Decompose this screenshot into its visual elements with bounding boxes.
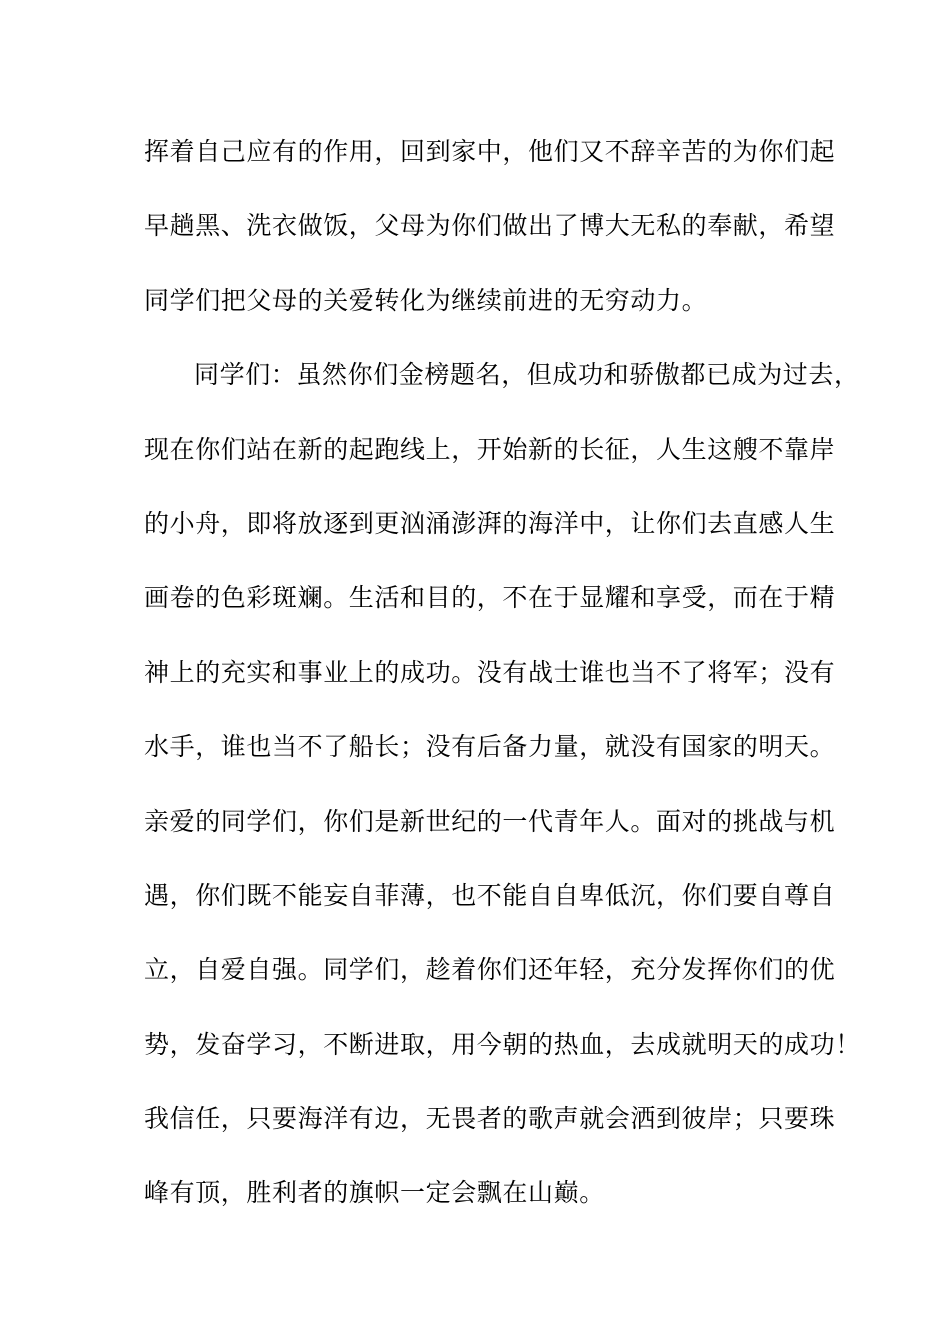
body-text <box>144 132 861 1248</box>
text-line-14: 我信任，只要海洋有边，无畏者的歌声就会洒到彼岸；只要珠 <box>144 1104 836 1134</box>
text-line-13: 势，发奋学习，不断进取，用今朝的热血，去成就明天的成功！ <box>144 1029 861 1059</box>
text-line-2: 早趟黑、洗衣做饭，父母为你们做出了博大无私的奉献，希望 <box>144 211 836 241</box>
text-line-12: 立，自爱自强。同学们，趁着你们还年轻，充分发挥你们的优 <box>144 955 836 985</box>
text-line-10: 亲爱的同学们，你们是新世纪的一代青年人。面对的挑战与机 <box>144 806 836 836</box>
text-line-4: 同学们：虽然你们金榜题名，但成功和骄傲都已成为过去， <box>194 360 860 390</box>
text-line-5: 现在你们站在新的起跑线上，开始新的长征，人生这艘不靠岸 <box>144 434 836 464</box>
text-line-8: 神上的充实和事业上的成功。没有战士谁也当不了将军；没有 <box>144 657 836 687</box>
text-line-9: 水手，谁也当不了船长；没有后备力量，就没有国家的明天。 <box>144 732 836 762</box>
text-line-6: 的小舟，即将放逐到更汹涌澎湃的海洋中，让你们去直感人生 <box>144 508 836 538</box>
text-line-11: 遇，你们既不能妄自菲薄，也不能自自卑低沉，你们要自尊自 <box>144 880 836 910</box>
text-line-7: 画卷的色彩斑斓。生活和目的，不在于显耀和享受，而在于精 <box>144 583 836 613</box>
text-line-15: 峰有顶，胜利者的旗帜一定会飘在山巅。 <box>144 1178 605 1208</box>
text-line-1: 挥着自己应有的作用，回到家中，他们又不辞辛苦的为你们起 <box>144 137 836 166</box>
text-line-3: 同学们把父母的关爱转化为继续前进的无穷动力。 <box>144 285 708 315</box>
